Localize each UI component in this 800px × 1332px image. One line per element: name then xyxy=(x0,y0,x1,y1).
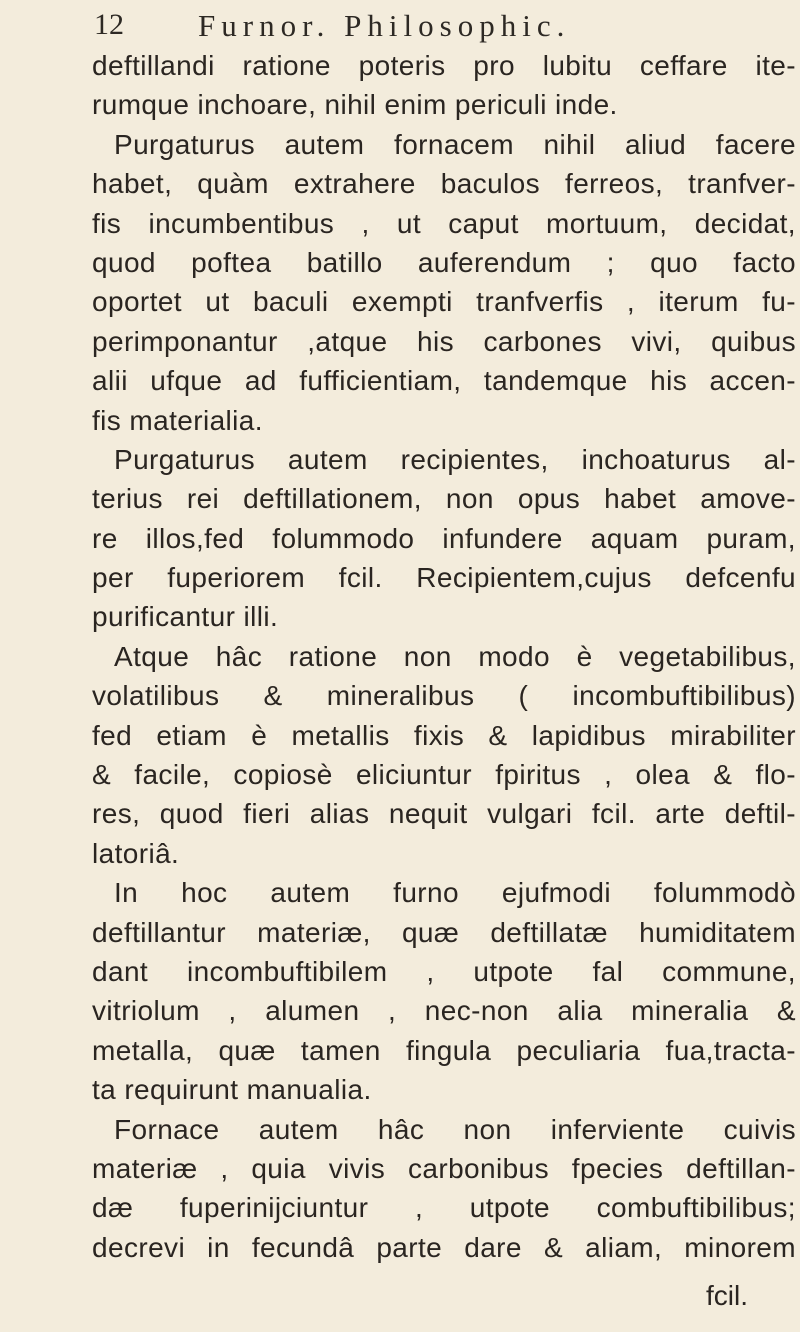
text-line: Atque hâc ratione non modo è vegetabilibus, xyxy=(114,640,796,672)
text-line: quod poftea batillo auferendum ; quo facto xyxy=(92,246,796,278)
text-line: re illos,fed folummodo infundere aquam puram, xyxy=(92,522,796,554)
text-line: latoriâ. xyxy=(92,837,180,869)
text-line: In hoc autem furno ejufmodi folummodò xyxy=(114,877,796,909)
text-line: rumque inchoare, nihil enim periculi inde. xyxy=(92,89,618,121)
text-line: ta requirunt manualia. xyxy=(92,1074,372,1106)
catchword: fcil. xyxy=(706,1280,748,1311)
text-line: fis incumbentibus , ut caput mortuum, decidat, xyxy=(92,207,796,239)
running-title: Furnor. Philosophic. xyxy=(198,8,571,43)
text-line: oportet ut baculi exempti tranfverfis , iterum fu- xyxy=(92,286,796,318)
body-text xyxy=(92,46,796,1267)
page-header xyxy=(94,4,784,48)
text-line: fis materialia. xyxy=(92,404,263,436)
text-line: dant incombuftibilem , utpote fal commune, xyxy=(92,955,796,987)
text-line: decrevi in fecundâ parte dare & aliam, minorem xyxy=(92,1231,796,1263)
text-line: purificantur illi. xyxy=(92,601,279,633)
text-line: Purgaturus autem fornacem nihil aliud facere xyxy=(114,128,796,160)
text-line: vitriolum , alumen , nec-non alia mineralia & xyxy=(92,995,796,1027)
text-line: per fuperiorem fcil. Recipientem,cujus defcenfu xyxy=(92,562,796,594)
text-line: habet, quàm extrahere baculos ferreos, tranfver- xyxy=(92,168,796,200)
text-line: perimponantur ,atque his carbones vivi, quibus xyxy=(92,325,796,357)
text-line: deftillandi ratione poteris pro lubitu ceffare ite- xyxy=(92,50,796,81)
page-number: 12 xyxy=(94,8,124,41)
text-line: terius rei deftillationem, non opus habet amove- xyxy=(92,483,796,515)
text-line: deftillantur materiæ, quæ deftillatæ humiditatem xyxy=(92,916,796,948)
text-line: Fornace autem hâc non inferviente cuivis xyxy=(114,1113,796,1145)
text-line: materiæ , quia vivis carbonibus fpecies deftillan- xyxy=(92,1152,796,1184)
text-line: alii ufque ad fufficientiam, tandemque his accen- xyxy=(92,365,796,397)
text-line: Purgaturus autem recipientes, inchoaturus al- xyxy=(114,443,796,475)
text-line: res, quod fieri alias nequit vulgari fcil. arte deftil- xyxy=(92,798,796,830)
text-line: dæ fuperinijciuntur , utpote combuftibilibus; xyxy=(92,1192,796,1224)
text-line: metalla, quæ tamen fingula peculiaria fua,tracta- xyxy=(92,1034,796,1066)
text-line: & facile, copiosè eliciuntur fpiritus , olea & flo- xyxy=(92,759,796,791)
text-line: volatilibus & mineralibus ( incombuftibilibus) xyxy=(92,680,796,712)
text-line: fed etiam è metallis fixis & lapidibus mirabiliter xyxy=(92,719,796,751)
